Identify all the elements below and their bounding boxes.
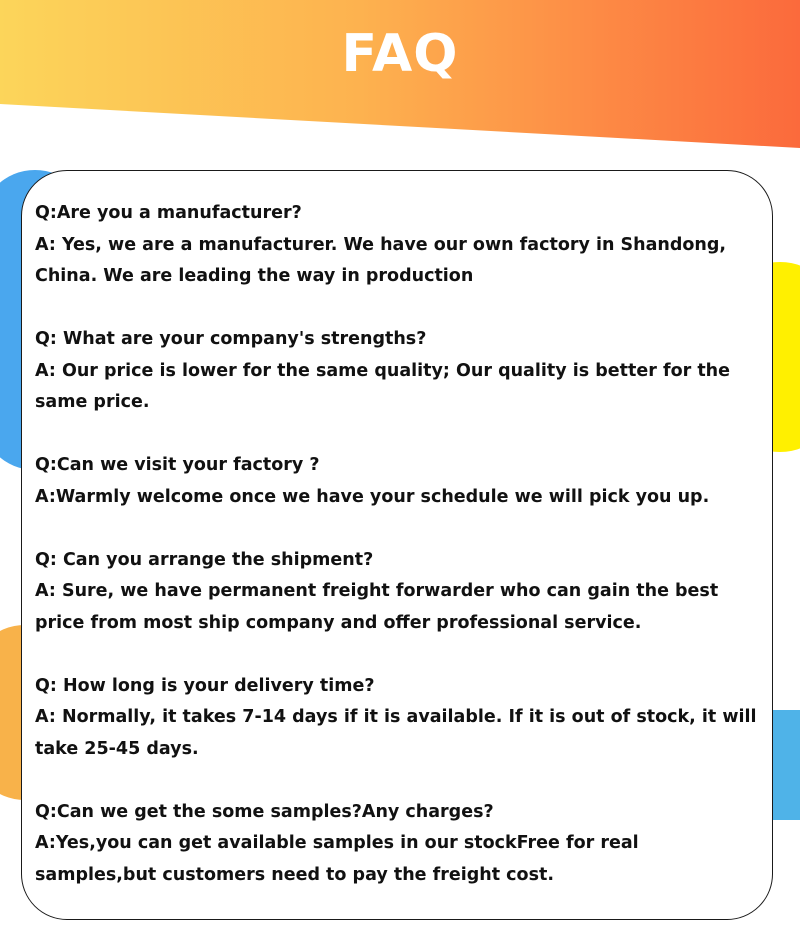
faq-item (35, 198, 772, 293)
faq-answer: A: Sure, we have permanent freight forwarder who can gain the best price from most ship company and offer professional service. (35, 581, 719, 633)
faq-answer: A: Our price is lower for the same quality; Our quality is better for the same price. (35, 360, 731, 412)
faq-question: Q: Can you arrange the shipment? (35, 549, 374, 570)
faq-item (35, 671, 772, 766)
faq-question: Q:Can we visit your factory ? (35, 455, 320, 475)
faq-card (21, 170, 773, 920)
faq-answer: A: Normally, it takes 7-14 days if it is available. If it is out of stock, it will take 25-45 days. (35, 707, 757, 759)
faq-item (35, 797, 772, 892)
faq-answer: A:Yes,you can get available samples in our stockFree for real samples,but customers need to pay the freight cost. (35, 833, 639, 885)
faq-item (35, 450, 772, 513)
faq-answer: A:Warmly welcome once we have your schedule we will pick you up. (35, 486, 710, 507)
faq-answer: A: Yes, we are a manufacturer. We have our own factory in Shandong, China. We are leading the way in production (35, 234, 727, 286)
faq-question: Q: How long is your delivery time? (35, 675, 375, 696)
faq-question: Q: What are your company's strengths? (35, 329, 427, 349)
page-title: FAQ (341, 24, 459, 84)
faq-item (35, 324, 772, 419)
faq-item (35, 545, 772, 640)
faq-question: Q:Are you a manufacturer? (35, 203, 302, 223)
faq-question: Q:Can we get the some samples?Any charges? (35, 801, 494, 822)
